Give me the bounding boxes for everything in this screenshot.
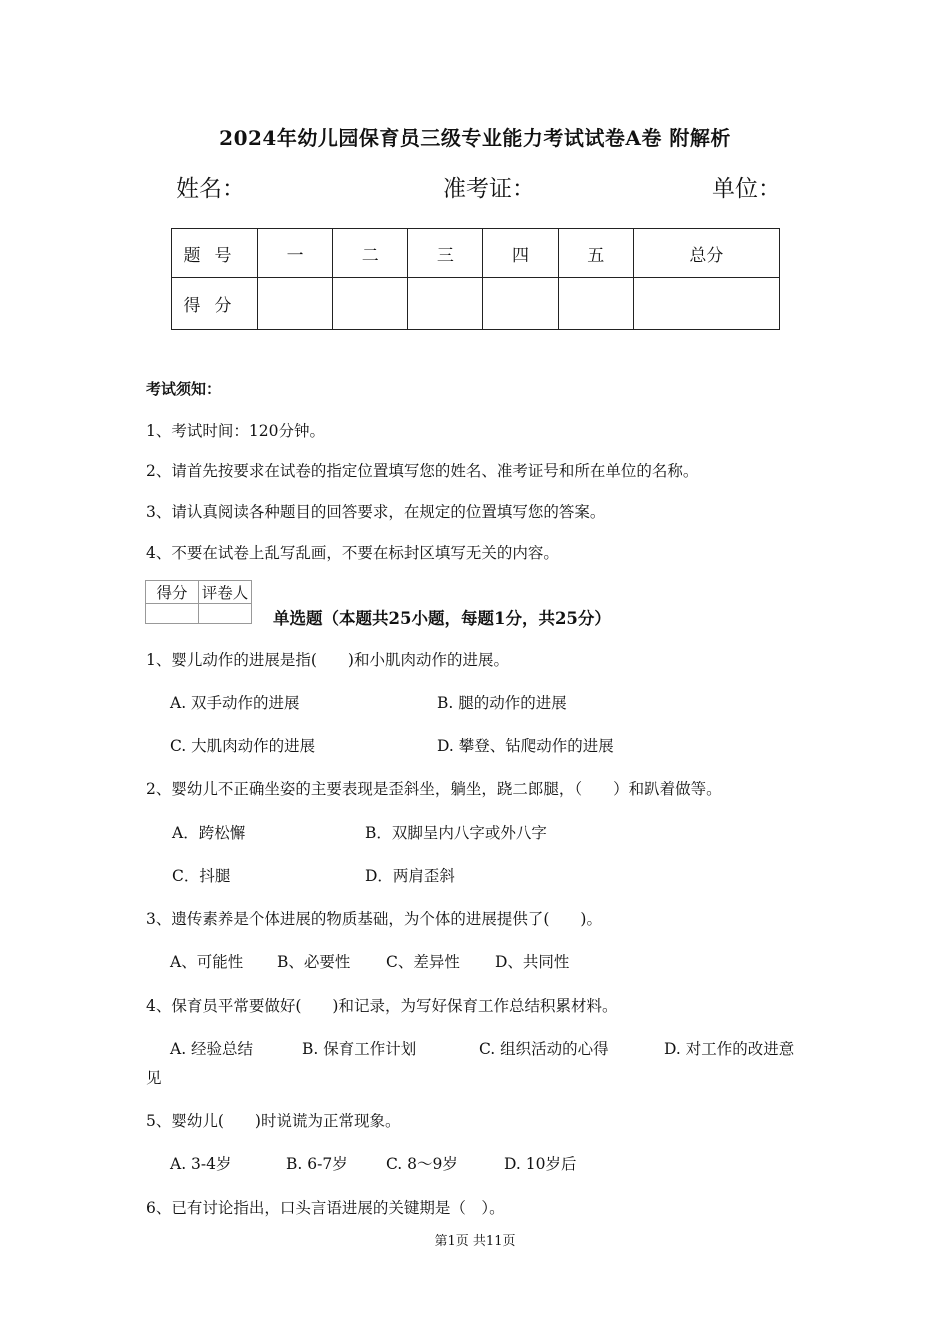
grader-table [145, 580, 252, 624]
question-option: A、可能性 [170, 953, 244, 971]
question-option: C. 大肌肉动作的进展 [170, 737, 316, 755]
score-table-header-row [172, 229, 780, 278]
question-option: A．跨松懈 [172, 824, 246, 842]
grader-name-label: 评卷人 [199, 581, 252, 604]
section-title: 单选题（本题共25小题，每题1分，共25分） [273, 609, 611, 628]
unit-field-label: 单位： [712, 176, 781, 202]
question-option: A. 经验总结 [170, 1040, 254, 1058]
column-header: 一 [258, 229, 333, 278]
question-number-label: 题号 [172, 229, 258, 278]
question-option: D、共同性 [495, 953, 570, 971]
score-cell[interactable] [333, 278, 408, 330]
score-label: 得分 [172, 278, 258, 330]
question-option-wrap: 见 [146, 1069, 162, 1087]
score-cell[interactable] [633, 278, 779, 330]
question-option: C. 组织活动的心得 [479, 1040, 609, 1058]
score-table [171, 228, 780, 330]
question-stem: 6、已有讨论指出，口头言语进展的关键期是（ ）。 [146, 1199, 505, 1217]
column-header: 五 [558, 229, 633, 278]
question-option: B. 6-7岁 [286, 1155, 348, 1173]
question-option: D. 对工作的改进意 [664, 1040, 795, 1058]
notes-item: 3、请认真阅读各种题目的回答要求，在规定的位置填写您的答案。 [146, 503, 606, 521]
column-header: 三 [408, 229, 483, 278]
question-stem: 3、遗传素养是个体进展的物质基础，为个体的进展提供了( )。 [146, 910, 602, 928]
page-title: 2024年幼儿园保育员三级专业能力考试试卷A卷 附解析 [219, 126, 731, 150]
question-option: D. 攀登、钻爬动作的进展 [437, 737, 614, 755]
notes-item: 4、不要在试卷上乱写乱画，不要在标封区填写无关的内容。 [146, 544, 559, 562]
score-cell[interactable] [408, 278, 483, 330]
question-stem: 1、婴儿动作的进展是指( )和小肌肉动作的进展。 [146, 651, 509, 669]
column-header: 总分 [633, 229, 779, 278]
notes-title: 考试须知： [146, 380, 222, 398]
question-option: B．双脚呈内八字或外八字 [365, 824, 547, 842]
question-stem: 5、婴幼儿( )时说谎为正常现象。 [146, 1112, 401, 1130]
grader-score-cell[interactable] [146, 604, 199, 624]
exam-id-field-label: 准考证： [443, 176, 535, 202]
question-option: C. 8～9岁 [386, 1155, 458, 1173]
grader-name-cell[interactable] [199, 604, 252, 624]
question-option: D．两肩歪斜 [365, 867, 455, 885]
question-option: C、差异性 [386, 953, 460, 971]
question-option: B. 腿的动作的进展 [437, 694, 567, 712]
grader-score-label: 得分 [146, 581, 199, 604]
question-option: C．抖腿 [172, 867, 231, 885]
score-cell[interactable] [558, 278, 633, 330]
score-cell[interactable] [258, 278, 333, 330]
question-stem: 2、婴幼儿不正确坐姿的主要表现是歪斜坐，躺坐，跷二郎腿，（ ）和趴着做等。 [146, 780, 722, 798]
name-field-label: 姓名： [176, 176, 245, 202]
column-header: 二 [333, 229, 408, 278]
score-table-score-row [172, 278, 780, 330]
question-stem: 4、保育员平常要做好( )和记录，为写好保育工作总结积累材料。 [146, 997, 618, 1015]
question-option: A. 双手动作的进展 [170, 694, 300, 712]
question-option: D. 10岁后 [504, 1155, 577, 1173]
notes-item: 1、考试时间：120分钟。 [146, 422, 325, 440]
column-header: 四 [483, 229, 558, 278]
question-option: A. 3-4岁 [170, 1155, 232, 1173]
notes-item: 2、请首先按要求在试卷的指定位置填写您的姓名、准考证号和所在单位的名称。 [146, 462, 699, 480]
page-footer: 第1页 共11页 [434, 1234, 516, 1249]
question-option: B、必要性 [277, 953, 351, 971]
question-option: B. 保育工作计划 [302, 1040, 417, 1058]
score-cell[interactable] [483, 278, 558, 330]
